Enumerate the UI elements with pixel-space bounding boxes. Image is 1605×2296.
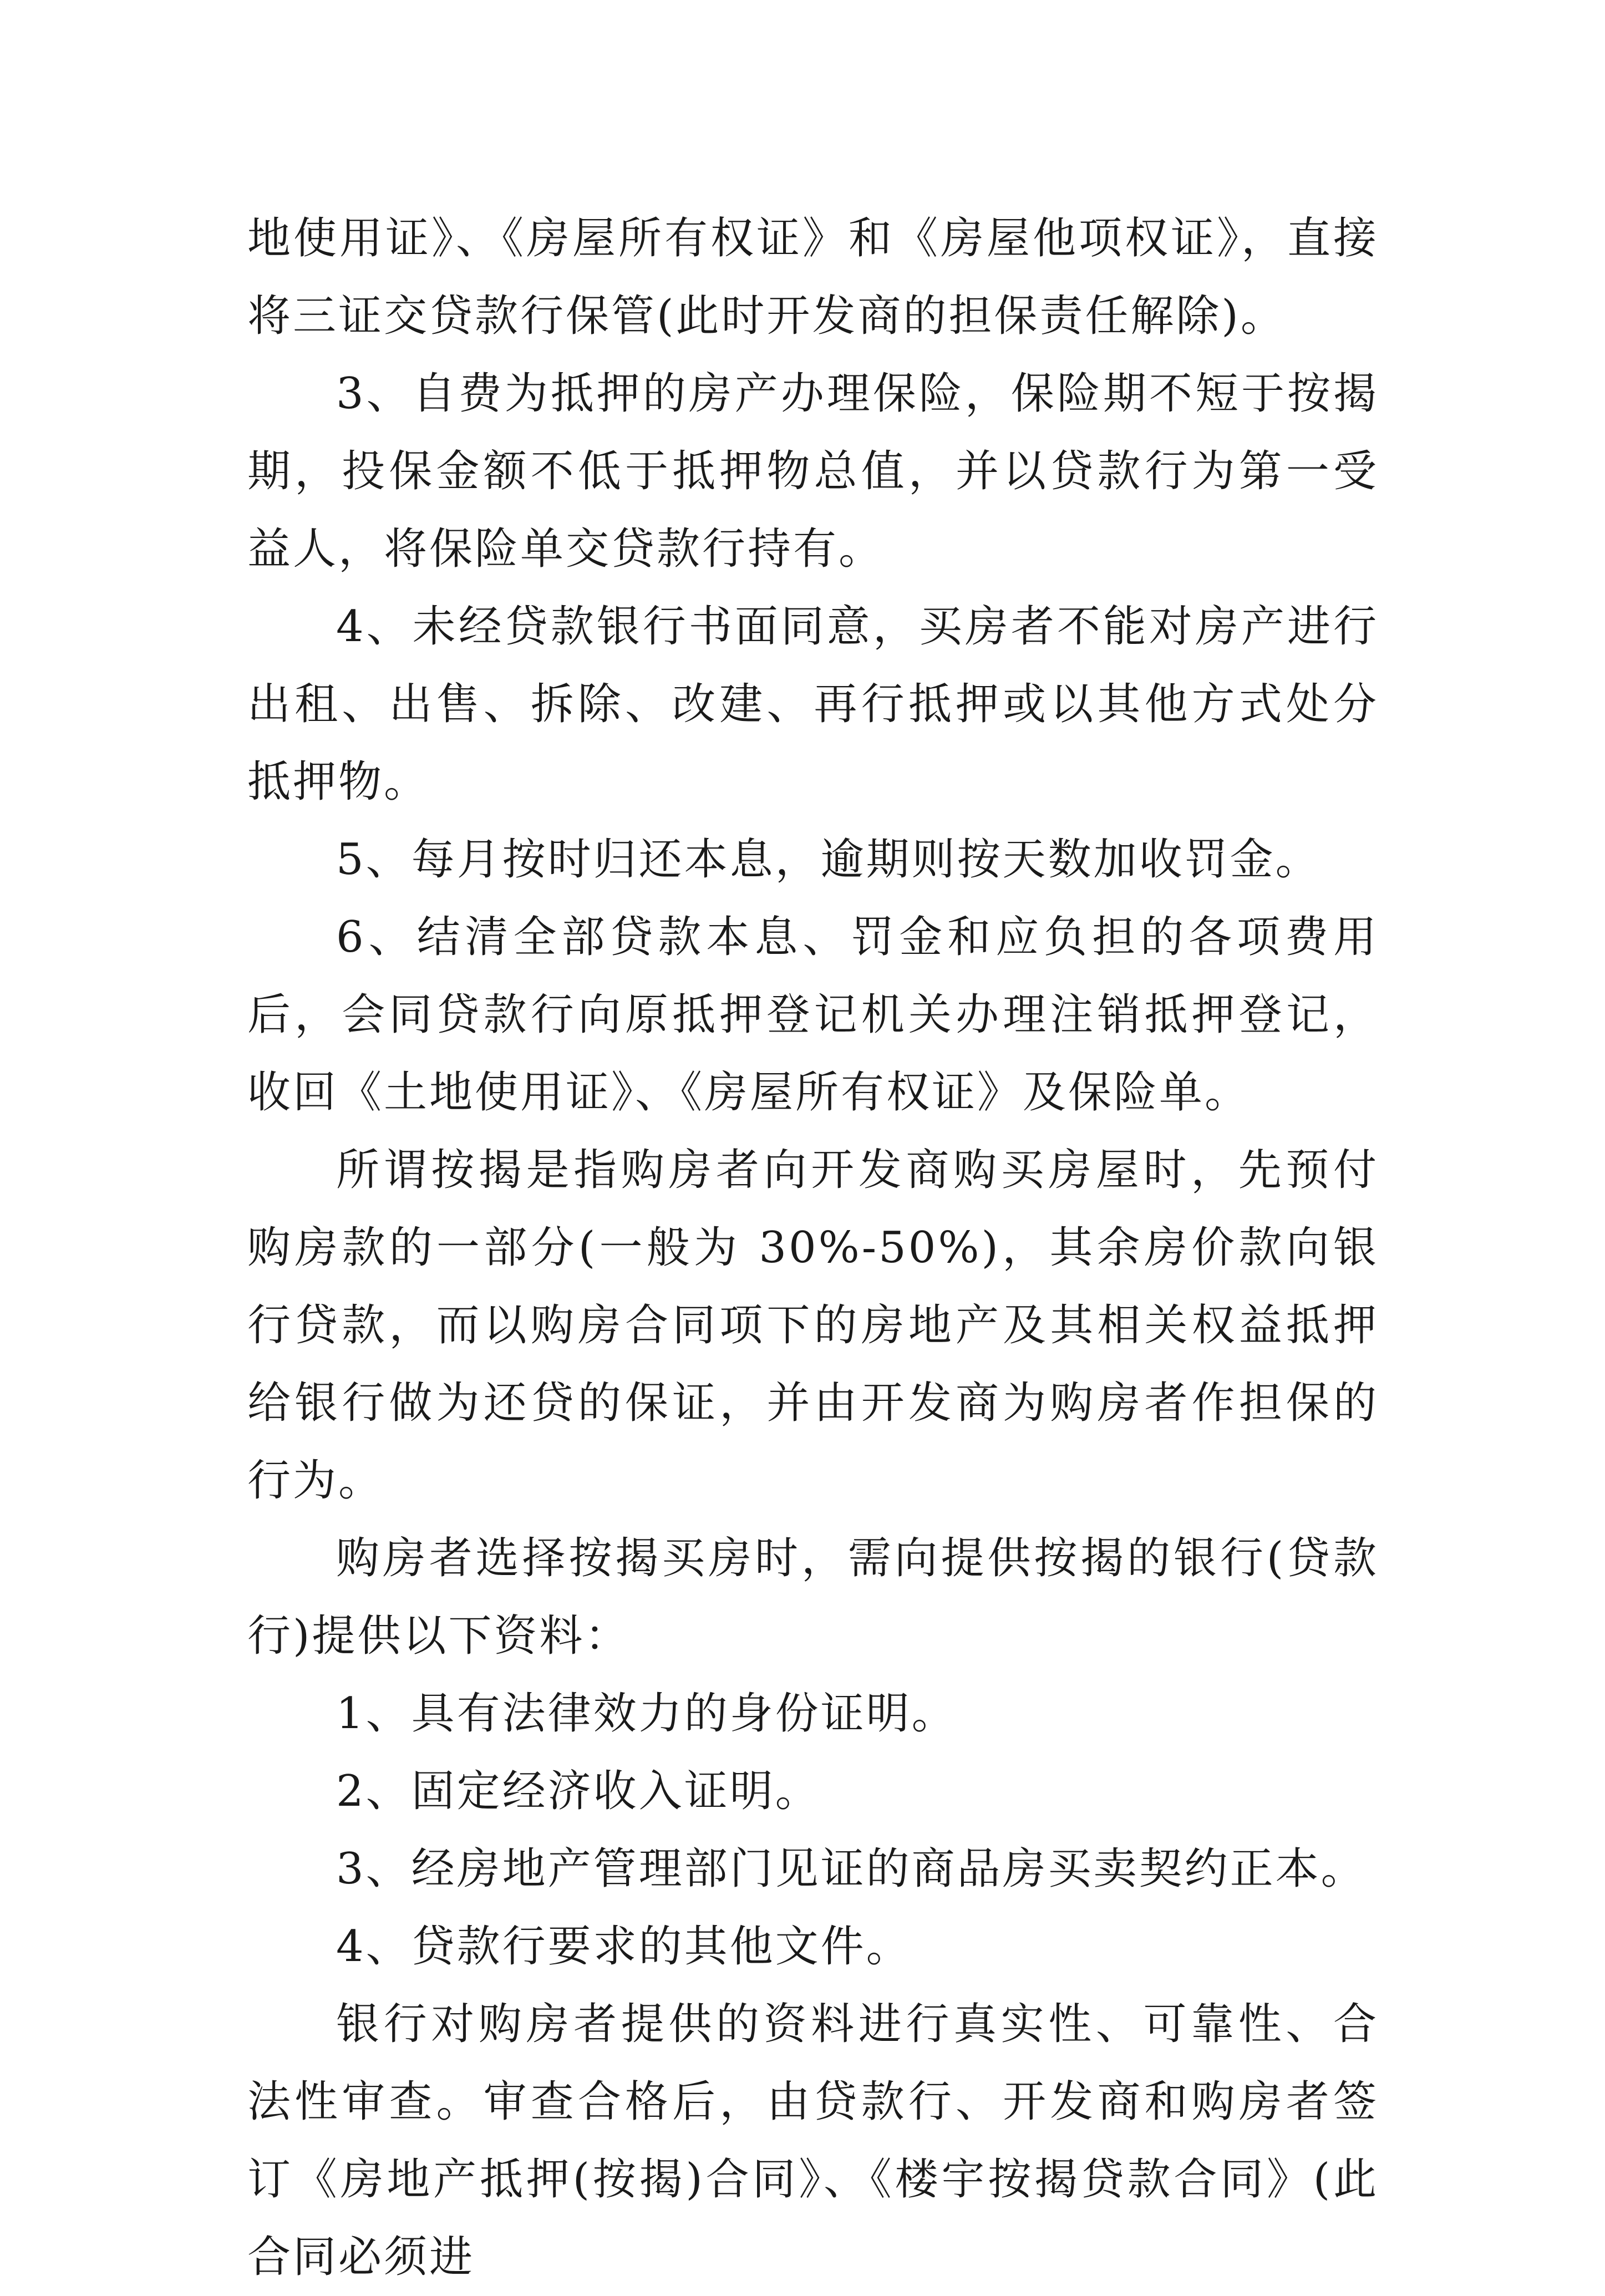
- paragraph-item-4-consent: 4、未经贷款银行书面同意，买房者不能对房产进行出租、出售、拆除、改建、再行抵押或以其他方式处分抵押物。: [247, 602, 1379, 807]
- paragraph-required-materials-intro: 购房者选择按揭买房时，需向提供按揭的银行(贷款行)提供以下资料：: [247, 1533, 1379, 1661]
- paragraph-item-3-insurance: 3、自费为抵押的房产办理保险，保险期不短于按揭期，投保金额不低于抵押物总值，并以贷款行为第一受益人，将保险单交贷款行持有。: [247, 369, 1379, 574]
- list-item-other-documents: 4、贷款行要求的其他文件。: [336, 1922, 912, 1972]
- list-item-identity-proof: 1、具有法律效力的身份证明。: [336, 1689, 957, 1739]
- document-body: [247, 200, 1379, 2296]
- list-item-sales-contract: 3、经房地产管理部门见证的商品房买卖契约正本。: [336, 1844, 1367, 1894]
- paragraph-continuation: 地使用证》、《房屋所有权证》和《房屋他项权证》，直接将三证交贷款行保管(此时开发商的担保责任解除)。: [247, 214, 1379, 341]
- paragraph-item-5-repayment: 5、每月按时归还本息，逾期则按天数加收罚金。: [336, 835, 1321, 885]
- list-item-income-proof: 2、固定经济收入证明。: [336, 1766, 821, 1816]
- paragraph-item-6-settlement: 6、结清全部贷款本息、罚金和应负担的各项费用后，会同贷款行向原抵押登记机关办理注销抵押登记，收回《土地使用证》、《房屋所有权证》及保险单。: [247, 912, 1379, 1117]
- paragraph-bank-review: 银行对购房者提供的资料进行真实性、可靠性、合法性审查。审查合格后，由贷款行、开发商和购房者签订《房地产抵押(按揭)合同》、《楼宇按揭贷款合同》(此合同必须进: [247, 1999, 1379, 2282]
- paragraph-mortgage-definition: 所谓按揭是指购房者向开发商购买房屋时，先预付购房款的一部分(一般为 30%-50%)，其余房价款向银行贷款，而以购房合同项下的房地产及其相关权益抵押给银行做为还贷的保证，并由开发商为购房者作担保的行为。: [247, 1145, 1379, 1506]
